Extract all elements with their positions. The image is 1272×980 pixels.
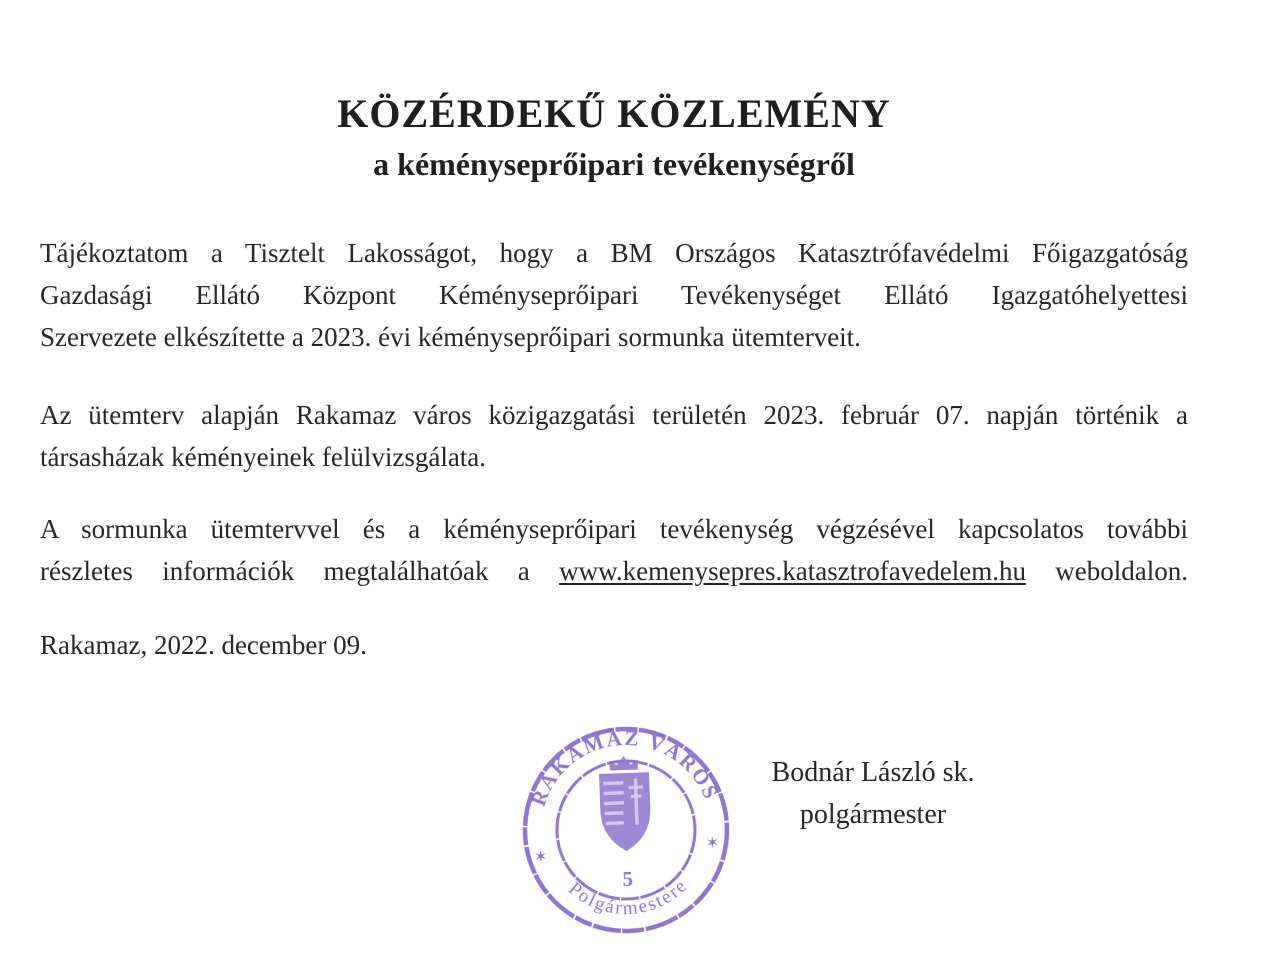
- stamp-bottom-text: Polgármestere: [564, 874, 693, 920]
- page-title: KÖZÉRDEKŰ KÖZLEMÉNY: [337, 91, 891, 136]
- date-line: Rakamaz, 2022. december 09.: [40, 630, 367, 660]
- paragraph-1-line-2: Gazdasági Ellátó Központ Kéményseprőipari Tevékenységet Ellátó Igazgatóhelyettesi: [40, 280, 1188, 310]
- paragraph-1: [40, 232, 1188, 358]
- paragraph-2: [40, 394, 1188, 478]
- paragraph-1-line-3: Szervezete elkészítette a 2023. évi kéményseprőipari sormunka ütemterveit.: [40, 322, 861, 352]
- coat-of-arms-icon: [598, 755, 651, 852]
- star-right-icon: ✶: [705, 834, 720, 853]
- paragraph-1-line-1: Tájékoztatom a Tisztelt Lakosságot, hogy a BM Országos Katasztrófavédelmi Főigazgatóság: [40, 238, 1188, 268]
- signature-name: Bodnár László sk.: [771, 757, 975, 788]
- mayor-stamp: [502, 701, 751, 959]
- paragraph-3: [40, 508, 1188, 592]
- star-left-icon: ✶: [533, 848, 548, 867]
- signature-title: polgármester: [799, 799, 947, 830]
- paragraph-2-line-2: társasházak kéményeinek felülvizsgálata.: [40, 442, 487, 472]
- paragraph-3-line-2-text: részletes információk megtalálhatóak a: [40, 556, 560, 586]
- paragraph-3-line-2: [40, 550, 1188, 592]
- paragraph-3-line-2-suffix: weboldalon.: [1025, 556, 1188, 586]
- paragraph-2-line-1: Az ütemterv alapján Rakamaz város közigazgatási területén 2023. február 07. napján történik a: [40, 400, 1188, 430]
- page-subtitle: a kéményseprőipari tevékenységről: [373, 146, 855, 182]
- stamp-number: 5: [622, 866, 634, 892]
- paragraph-3-line-1: A sormunka ütemtervvel és a kéményseprőipari tevékenység végzésével kapcsolatos további: [40, 514, 1188, 544]
- stamp-top-text: RAKAMAZ VÁROS: [525, 725, 724, 810]
- signature-block: [708, 752, 1038, 836]
- url-text: www.kemenysepres.katasztrofavedelem.hu: [559, 556, 1026, 586]
